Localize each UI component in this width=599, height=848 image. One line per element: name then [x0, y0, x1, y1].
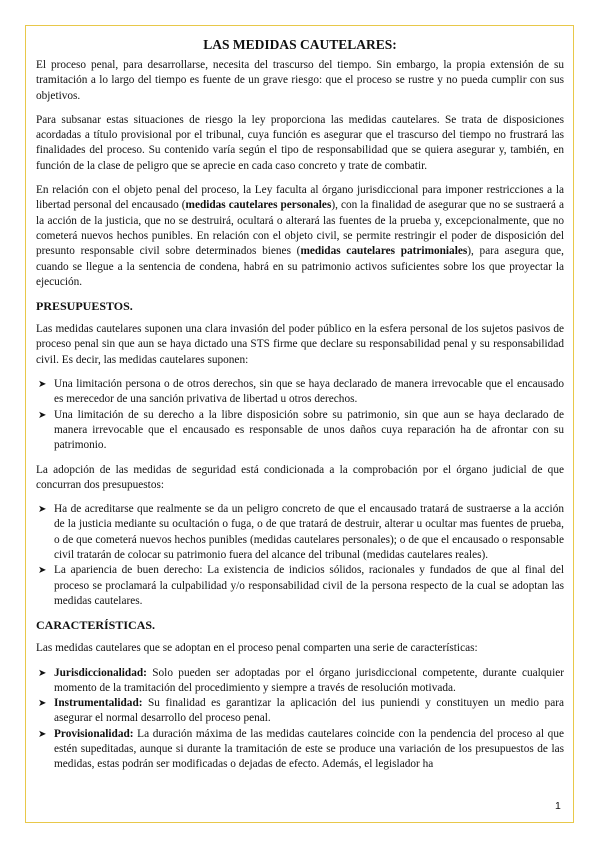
arrowhead-bullet-icon: ➤	[38, 409, 47, 421]
presupuestos-intro: Las medidas cautelares suponen una clara invasión del poder público en la esfera personal de los sujetos pasivos de proceso penal sin que aun se haya dictado una STS firme que declare su responsabilidad penal y su responsabilidad civil. Es decir, las medidas cautelares suponen:	[36, 323, 564, 366]
characteristic-text: Solo pueden ser adoptadas por el órgano jurisdiccional competente, durante cualquier momento de la tramitación del procedimiento y siempre a través de resolución motivada.	[54, 666, 564, 694]
object-text-part-2: ), con la finalidad de asegurar que no se sustraerá a la acción de la justicia, que no se destruirá, ocultará o alterará las fuentes de la prueba y, excepcionalmente, que no cometerá nuevos hechos punibles. En relación con el objeto civil, se permite restringir el poder de disposición del presunto responsable civil sobre determinados bienes (	[36, 199, 564, 258]
page-number: 1	[555, 800, 561, 812]
presupuestos-heading: PRESUPUESTOS.	[36, 299, 133, 314]
intro-paragraph-2: Para subsanar estas situaciones de riesgo la ley proporciona las medidas cautelares. Se trata de disposiciones acordadas a título provisional por el tribunal, cuya función es asegurar que el trascurso del tiempo no frustrará las finalidades del proceso. Su contenido varía según el tipo de responsabilidad que se quiera asegurar y, también, en función de la clase de peligro que se aprecie en cada caso concreto y trate de combatir.	[36, 113, 564, 172]
list-item	[36, 696, 564, 727]
characteristics-list	[36, 666, 564, 773]
personal-measures-term: medidas cautelares personales	[185, 199, 332, 212]
caracteristicas-heading: CARACTERÍSTICAS.	[36, 618, 156, 633]
object-text-part-1: En relación con el objeto penal del proceso, la Ley faculta al órgano jurisdiccional para imponer restricciones a la libertad personal del encausado (	[36, 184, 564, 212]
document-content	[36, 36, 564, 782]
object-text-part-3: ), para asegura que, cuando se llegue a la sentencia de condena, habrá en su patrimonio activos suficientes sobre los que proyectar la ejecución.	[36, 245, 565, 288]
list-item	[36, 502, 564, 563]
intro-paragraph-1: El proceso penal, para desarrollarse, necesita del trascurso del tiempo. Sin embargo, la propia extensión de su tramitación a lo largo del tiempo es fuente de un grave riesgo: que el proceso se rustre y no pueda cumplir con sus objetivos.	[36, 59, 564, 102]
list-item	[36, 727, 564, 773]
conditions-list	[36, 502, 564, 609]
list-item-text: Una limitación persona o de otros derechos, sin que se haya declarado de manera irrevocable que el encausado es merecedor de una sanción privativa de libertad u otros derechos.	[54, 378, 564, 406]
characteristic-text: Su finalidad es garantizar la aplicación del ius puniendi y constituyen un medio para asegurar el normal desarrollo del proceso penal.	[54, 697, 564, 725]
characteristic-text: La duración máxima de las medidas cautelares coincide con la pendencia del proceso al que estén supeditadas, aunque si durante la tramitación de este se produce una variación de los presupuestos de las medidas, estas podrán ser modificadas o dejadas de efecto. Además, el legislador ha	[54, 727, 564, 771]
characteristic-term: Provisionalidad:	[54, 727, 134, 740]
list-item-text: Una limitación de su derecho a la libre disposición sobre su patrimonio, sin que aun se haya declarado de manera irrevocable que el encausado es responsable de unos daños cuya reparación ha de afrontar con su patrimonio.	[54, 408, 564, 452]
patrimonial-measures-term: medidas cautelares patrimoniales	[300, 245, 468, 258]
list-item-text: La apariencia de buen derecho: La existencia de indicios sólidos, racionales y fundados de que al final del proceso se proclamará la culpabilidad y/o responsabilidad civil de la persona respecto de la cual se adoptan las medidas cautelares.	[54, 564, 564, 607]
arrowhead-bullet-icon: ➤	[38, 379, 47, 391]
arrowhead-bullet-icon: ➤	[38, 565, 47, 577]
list-item	[36, 408, 564, 454]
arrowhead-bullet-icon: ➤	[38, 667, 47, 679]
adoption-paragraph: La adopción de las medidas de seguridad está condicionada a la comprobación por el órgano judicial de que concurran dos presupuestos:	[36, 463, 564, 491]
list-item-text: Ha de acreditarse que realmente se da un peligro concreto de que el encausado tratará de sustraerse a la acción de la justicia mediante su ocultación o fuga, o de que tratará de destruir, alterar u ocultar mas fuentes de prueba, o de que cometerá nuevos hechos punibles (medidas cautelares personales); o de que el encausado o responsable civil tratarán de colocar su patrimonio fuera del alcance del tribunal (medidas cautelares reales).	[54, 503, 564, 562]
characteristic-term: Instrumentalidad:	[54, 697, 143, 710]
caracteristicas-intro: Las medidas cautelares que se adoptan en el proceso penal comparten una serie de características:	[36, 642, 478, 655]
list-item	[36, 666, 564, 697]
limitations-list	[36, 377, 564, 453]
object-paragraph	[36, 183, 564, 290]
document-title: LAS MEDIDAS CAUTELARES:	[203, 37, 397, 52]
list-item	[36, 563, 564, 609]
arrowhead-bullet-icon: ➤	[38, 698, 47, 710]
arrowhead-bullet-icon: ➤	[38, 728, 47, 740]
arrowhead-bullet-icon: ➤	[38, 504, 47, 516]
characteristic-term: Jurisdiccionalidad:	[54, 666, 147, 679]
list-item	[36, 377, 564, 408]
